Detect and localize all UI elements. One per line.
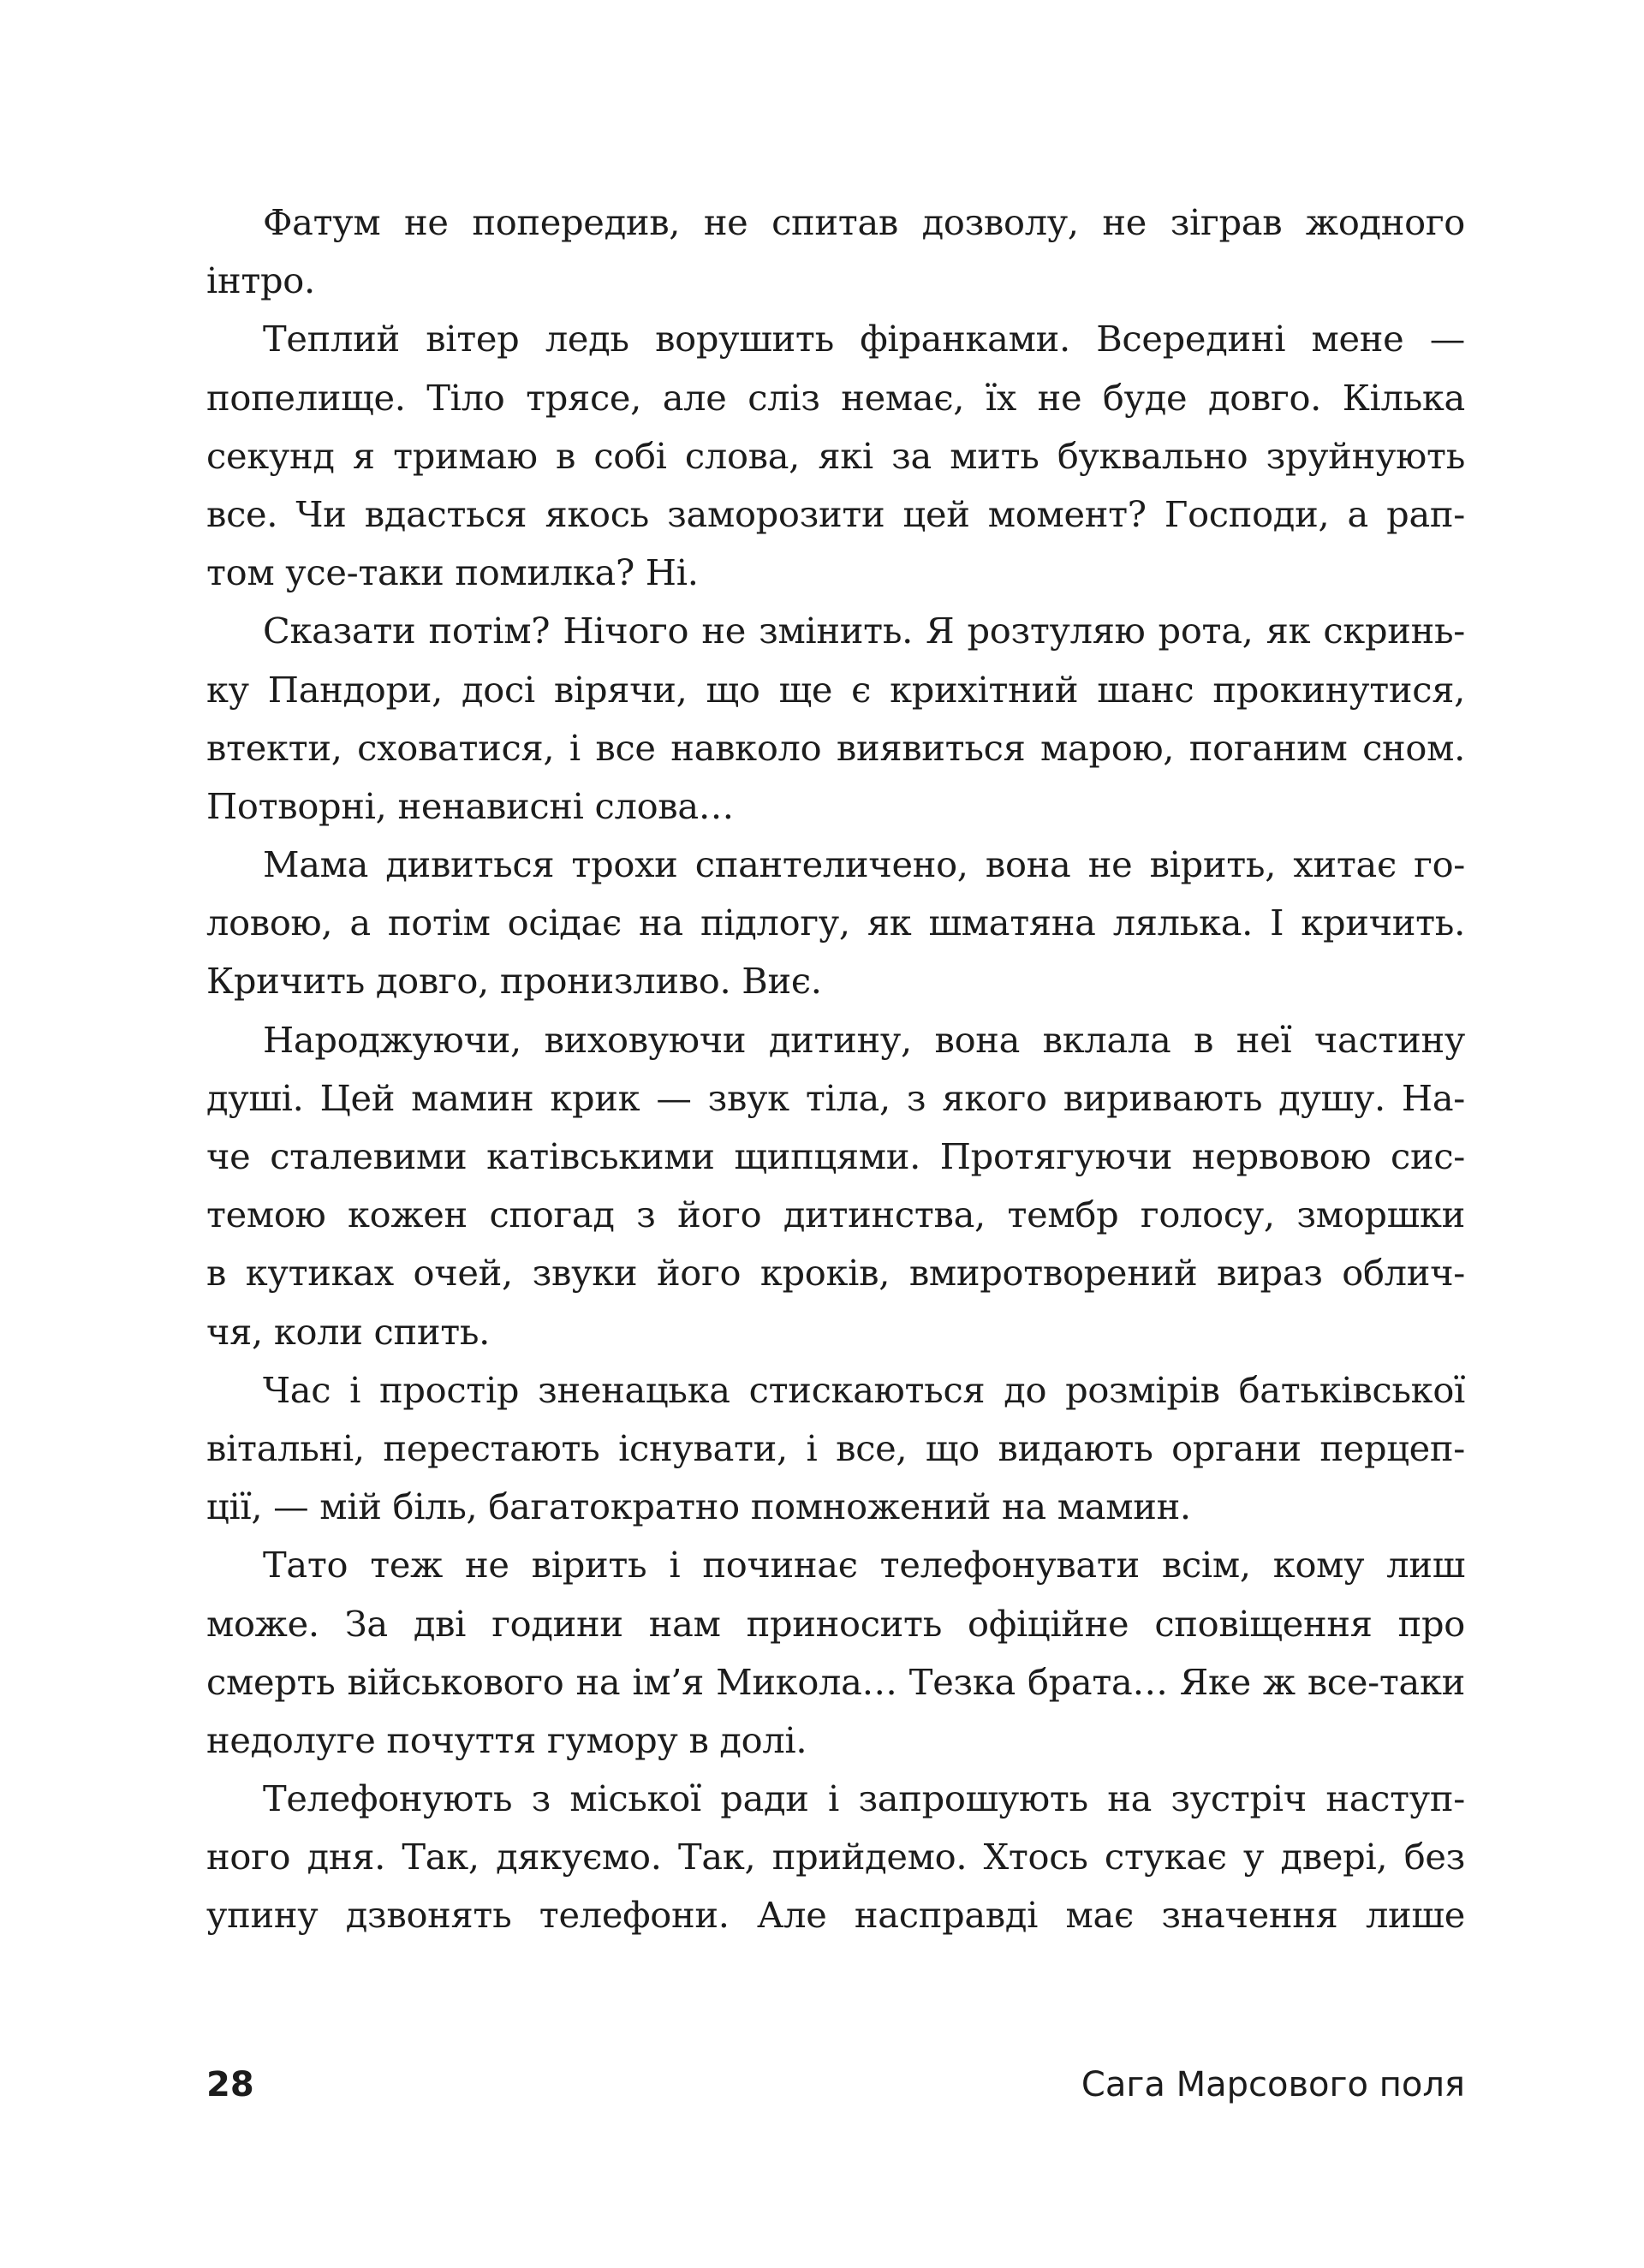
text-line: ловою, а потім осідає на підлогу, як шматяна лялька. І кричить. — [206, 902, 1465, 944]
page-footer — [206, 2059, 1465, 2110]
text-line: Телефонують з міської ради і запрошують на зустріч наступ- — [263, 1777, 1465, 1820]
paragraph — [206, 193, 1465, 310]
text-line: том усе-таки помилка? Ні. — [206, 551, 699, 594]
paragraph — [206, 1536, 1465, 1770]
paragraph — [206, 1361, 1465, 1537]
text-line: че сталевими катівськими щипцями. Протягуючи нервовою сис- — [206, 1135, 1465, 1177]
text-line: в кутиках очей, звуки його кроків, вмиротворений вираз облич- — [206, 1252, 1465, 1295]
text-line: упину дзвонять телефони. Але насправді має значення лише — [206, 1894, 1465, 1937]
text-line: чя, коли спить. — [206, 1310, 491, 1353]
text-line: ції, — мій біль, багатократно помножений на мамин. — [206, 1485, 1191, 1528]
text-line: може. За дві години нам приносить офіційне сповіщення про — [206, 1602, 1465, 1645]
paragraph — [206, 602, 1465, 836]
paragraph — [206, 310, 1465, 602]
text-line: ного дня. Так, дякуємо. Так, прийдемо. Хтось стукає у двері, без — [206, 1836, 1465, 1878]
paragraph — [206, 1011, 1465, 1361]
text-line: смерть військового на ім’я Микола… Тезка брата… Яке ж все-таки — [206, 1660, 1465, 1703]
paragraph — [206, 1770, 1465, 1945]
text-line: Фатум не попередив, не спитав дозволу, не зіграв жодного — [263, 201, 1465, 243]
paragraph — [206, 836, 1465, 1011]
text-line: недолуге почуття гумору в долі. — [206, 1718, 807, 1761]
text-line: темою кожен спогад з його дитинства, тембр голосу, зморшки — [206, 1194, 1465, 1236]
text-line: душі. Цей мамин крик — звук тіла, з якого виривають душу. На- — [206, 1076, 1465, 1119]
text-line: Мама дивиться трохи спантеличено, вона не вірить, хитає го- — [263, 843, 1465, 886]
text-line: Сказати потім? Нічого не змінить. Я розтуляю рота, як скринь- — [263, 610, 1465, 652]
text-line: Кричить довго, пронизливо. Виє. — [206, 960, 822, 1003]
text-line: ку Пандори, досі вірячи, що ще є крихітний шанс прокинутися, — [206, 668, 1465, 711]
text-line: вітальні, перестають існувати, і все, що видають органи перцеп- — [206, 1426, 1465, 1469]
text-line: Тато теж не вірить і починає телефонувати всім, кому лиш — [263, 1544, 1465, 1586]
text-line: попелище. Тіло трясе, але сліз немає, їх не буде довго. Кілька — [206, 376, 1465, 419]
text-line: секунд я тримаю в собі слова, які за мить буквально зруйнують — [206, 434, 1465, 477]
body-text — [206, 193, 1465, 1945]
text-line: втекти, сховатися, і все навколо виявиться марою, поганим сном. — [206, 726, 1465, 769]
page-number: 28 — [206, 2065, 254, 2104]
text-line: все. Чи вдасться якось заморозити цей момент? Господи, а рап- — [206, 492, 1465, 535]
text-line: Теплий вітер ледь ворушить фіранками. Всередині мене — — [263, 318, 1465, 360]
text-line: Час і простір зненацька стискаються до розмірів батьківської — [263, 1368, 1465, 1411]
text-line: Потворні, ненависні слова… — [206, 784, 735, 827]
running-title: Сага Марсового поля — [1081, 2065, 1465, 2104]
text-line: Народжуючи, виховуючи дитину, вона вклала в неї частину — [263, 1018, 1465, 1061]
text-line: інтро. — [206, 259, 315, 302]
